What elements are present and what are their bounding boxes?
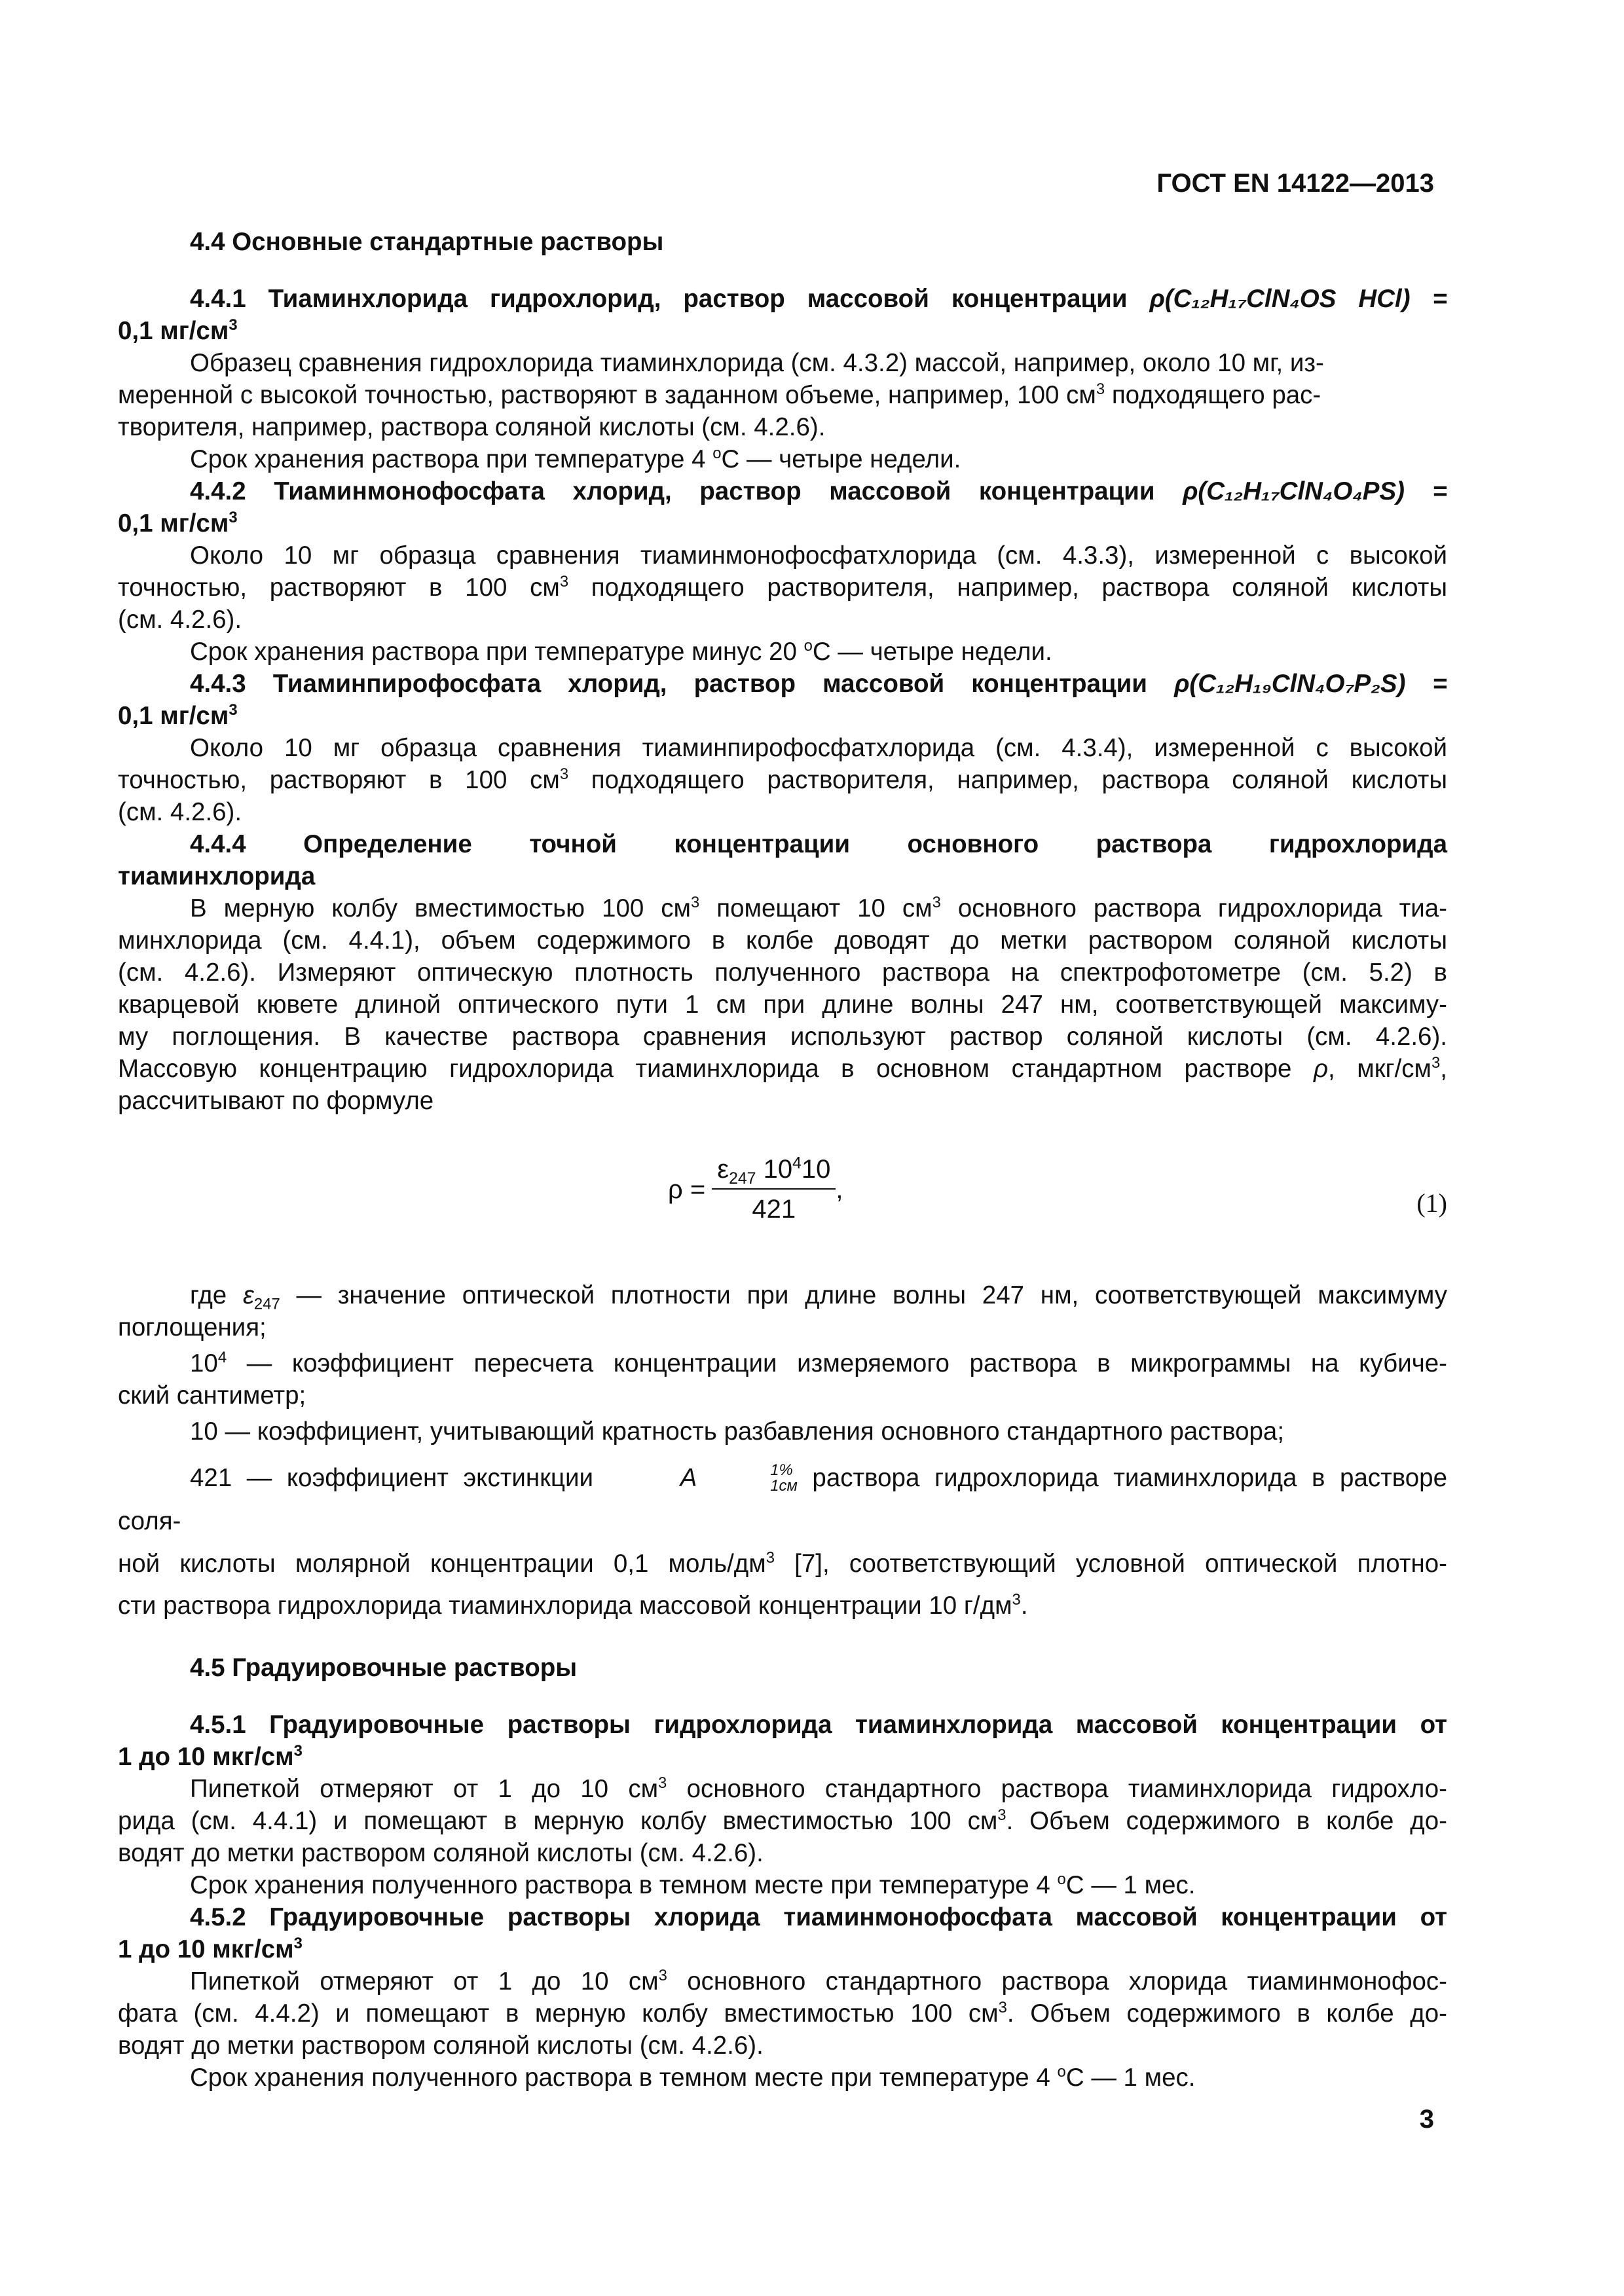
text: Срок хранения раствора при температуре минус 20 (190, 638, 804, 666)
section-4-4-2-heading-line2 (118, 507, 1447, 539)
text: основного стандартного раствора хлорида тиаминмонофос- (667, 1967, 1447, 1995)
heading-text: 0,1 мг/см (118, 317, 229, 345)
chemical-formula: ρ(C₁₂H₁₉ClN₄O₇P₂S) = (1174, 670, 1447, 698)
text: C — 1 мес. (1065, 2064, 1196, 2092)
text: . Объем содержимого в колбе до- (1006, 1999, 1447, 2028)
section-4-4-4-heading-line2: тиаминхлорида (118, 862, 316, 890)
text: Срок хранения полученного раствора в темном месте при температуре 4 (190, 2064, 1058, 2092)
degree-sign: o (1057, 2063, 1066, 2081)
text: , мкг/см (1328, 1055, 1432, 1083)
formula-comma: , (836, 1175, 843, 1204)
paragraph-line: водят до метки раствором соляной кислоты (см. 4.2.6). (118, 1839, 764, 1867)
section-4-5-1-heading-line1: 4.5.1 Градуировочные растворы гидрохлорида тиаминхлорида массовой концентрации от (190, 1711, 1447, 1739)
section-4-4-1-heading-line1 (118, 283, 1447, 315)
text: Образец сравнения гидрохлорида тиаминхлорида (см. 4.3.2) массой, например, около 10 мг, из- (190, 349, 1324, 377)
paragraph (118, 1773, 1447, 1805)
text: — коэффициент пересчета концентрации измеряемого раствора в микрограммы на кубиче- (227, 1349, 1447, 1377)
superscript: 3 (932, 894, 941, 912)
section-4-4-2-heading-line1 (118, 475, 1447, 507)
subscript: 247 (729, 1170, 756, 1188)
superscript: 4 (217, 1349, 227, 1367)
paragraph-line (118, 796, 1447, 828)
concentration-formula (668, 1155, 843, 1224)
text: 10 (190, 1349, 218, 1377)
superscript: 3 (1012, 1591, 1021, 1609)
epsilon-symbol: ε (717, 1155, 729, 1184)
text: . (1020, 1592, 1028, 1620)
subscript: 1см (770, 1477, 798, 1495)
explanation-line (118, 1457, 1447, 1543)
superscript: 3 (229, 509, 238, 527)
superscript: 3 (293, 1935, 303, 1953)
heading-text: 1 до 10 мкг/см (118, 1935, 294, 1963)
section-4-5-1-heading-line2 (118, 1741, 1447, 1773)
subscript: 247 (253, 1295, 280, 1313)
paragraph-line (118, 572, 1447, 604)
text: Пипеткой отмеряют от 1 до 10 см (190, 1967, 659, 1995)
text: ной кислоты молярной концентрации 0,1 моль/дм (118, 1550, 766, 1578)
formula-number: (1) (1416, 1188, 1447, 1218)
heading-text: 0,1 мг/см (118, 702, 229, 730)
text: C — 1 мес. (1065, 1871, 1196, 1899)
degree-sign: o (803, 637, 813, 655)
text: помещают 10 см (699, 894, 932, 922)
paragraph-line (118, 1997, 1447, 2030)
paragraph-line: кварцевой кювете длиной оптического пути 1 см при длине волны 247 нм, соответствующей максиму- (118, 991, 1447, 1019)
text: Срок хранения раствора при температуре 4 (190, 445, 713, 473)
superscript: 3 (766, 1549, 775, 1567)
superscript: 3 (1431, 1054, 1441, 1072)
section-4-4-3-heading-line1 (118, 668, 1447, 700)
superscript: 3 (559, 765, 569, 784)
formula-fraction (712, 1155, 836, 1224)
paragraph-line: рассчитывают по формуле (118, 1087, 434, 1115)
superscript: 4 (792, 1154, 802, 1173)
text: раствора гидрохлорида тиаминхлорида в растворе соля- (118, 1464, 1447, 1535)
paragraph (118, 2062, 1447, 2094)
paragraph (118, 1869, 1447, 1901)
text: C — четыре недели. (721, 445, 961, 473)
epsilon-symbol: ε (242, 1281, 254, 1309)
superscript: 3 (1096, 380, 1105, 399)
text: Около 10 мг образца сравнения тиаминмонофосфатхлорида (см. 4.3.3), измеренной с высокой (190, 541, 1447, 570)
explanation-line (118, 1543, 1447, 1585)
superscript: 3 (658, 1774, 667, 1793)
paragraph (118, 443, 1447, 475)
chemical-formula: ρ(C₁₂H₁₇ClN₄OS HCl) = (1149, 285, 1447, 313)
superscript: 3 (559, 573, 569, 591)
text: сти раствора гидрохлорида тиаминхлорида массовой концентрации 10 г/дм (118, 1592, 1012, 1620)
text: 10 (763, 1155, 793, 1184)
formula-block (118, 1142, 1447, 1260)
heading-text: 4.4.1 Тиаминхлорида гидрохлорид, раствор массовой концентрации (190, 285, 1150, 313)
paragraph-line (118, 1053, 1447, 1085)
explanation-line: поглощения; (118, 1313, 267, 1341)
superscript: 3 (229, 701, 238, 720)
paragraph (118, 892, 1447, 924)
paragraph-line: му поглощения. В качестве раствора сравнения используют раствор соляной кислоты (см. 4.2.6). (118, 1023, 1447, 1051)
section-4-5-2-heading-line2 (118, 1933, 1447, 1965)
superscript: 1% (770, 1461, 793, 1480)
superscript: 3 (229, 316, 238, 335)
extinction-coefficient (608, 1457, 798, 1500)
text: (см. 4.2.6). (118, 798, 242, 826)
paragraph-line (118, 604, 1447, 636)
section-4-4-1-heading-line2 (118, 315, 1447, 347)
text: (см. 4.2.6). (118, 606, 242, 634)
heading-text: 1 до 10 мкг/см (118, 1743, 294, 1771)
document-body (118, 226, 1447, 2094)
text: творителя, например, раствора соляной кислоты (см. 4.2.6). (118, 413, 826, 441)
standard-header: ГОСТ EN 14122—2013 (1156, 169, 1434, 198)
text: 10 (801, 1155, 831, 1184)
text: меренной с высокой точностью, растворяют в заданном объеме, например, 100 см (118, 381, 1096, 409)
heading-text: 4.4.3 Тиаминпирофосфата хлорид, раствор массовой концентрации (190, 670, 1175, 698)
superscript: 3 (997, 1806, 1006, 1825)
text: основного стандартного раствора тиаминхлорида гидрохло- (667, 1775, 1447, 1803)
section-4-5-2-heading-line1: 4.5.2 Градуировочные растворы хлорида тиаминмонофосфата массовой концентрации от (190, 1903, 1447, 1931)
paragraph (118, 732, 1447, 764)
text: C — четыре недели. (812, 638, 1052, 666)
text: Срок хранения полученного раствора в темном месте при температуре 4 (190, 1871, 1058, 1899)
paragraph-line: минхлорида (см. 4.4.1), объем содержимого в колбе доводят до метки раствором соляной кислоты (118, 926, 1447, 955)
chemical-formula: ρ(C₁₂H₁₇ClN₄O₄PS) = (1183, 477, 1447, 505)
rho-symbol: ρ (1313, 1055, 1329, 1083)
page-number: 3 (1419, 2105, 1434, 2134)
formula-lhs: ρ = (668, 1175, 706, 1204)
heading-text: 0,1 мг/см (118, 509, 229, 538)
text: точностью, растворяют в 100 см (118, 766, 560, 794)
explanation-line (118, 1585, 1447, 1627)
paragraph (118, 347, 1447, 379)
text: точностью, растворяют в 100 см (118, 574, 560, 602)
superscript: 3 (690, 894, 700, 912)
text: 421 — коэффициент экстинкции (190, 1464, 608, 1492)
text: Массовую концентрацию гидрохлорида тиаминхлорида в основном стандартном растворе (118, 1055, 1314, 1083)
section-4-4-4-heading-line1: 4.4.4 Определение точной концентрации основного раствора гидрохлорида (190, 830, 1447, 858)
superscript: 3 (658, 1967, 667, 1985)
text: подходящего растворителя, например, раствора соляной кислоты (568, 766, 1447, 794)
degree-sign: o (1057, 1870, 1066, 1889)
paragraph-line (118, 379, 1447, 411)
formula-denominator: 421 (752, 1195, 796, 1224)
explanation-line (118, 1347, 1447, 1379)
paragraph (118, 1965, 1447, 1997)
text: . Объем содержимого в колбе до- (1006, 1807, 1447, 1835)
text: основного раствора гидрохлорида тиа- (940, 894, 1447, 922)
text: , (1440, 1055, 1447, 1083)
text: Пипеткой отмеряют от 1 до 10 см (190, 1775, 659, 1803)
explanation-line (118, 1279, 1447, 1311)
formula-numerator (712, 1155, 836, 1190)
text: [7], соответствующий условной оптической плотно- (775, 1550, 1448, 1578)
paragraph-line: водят до метки раствором соляной кислоты (см. 4.2.6). (118, 2032, 764, 2060)
explanation-line: 10 — коэффициент, учитывающий кратность разбавления основного стандартного раствора; (190, 1417, 1285, 1446)
text: рида (см. 4.4.1) и помещают в мерную колбу вместимостью 100 см (118, 1807, 998, 1835)
paragraph-line (118, 411, 1447, 443)
heading-text: 4.4.2 Тиаминмонофосфата хлорид, раствор массовой концентрации (190, 477, 1183, 505)
paragraph-line (118, 1805, 1447, 1837)
section-4-4-3-heading-line2 (118, 700, 1447, 732)
text: где (190, 1281, 243, 1309)
text: Около 10 мг образца сравнения тиаминпирофосфатхлорида (см. 4.3.4), измеренной с высокой (190, 734, 1447, 762)
section-4-5-heading: 4.5 Градуировочные растворы (190, 1654, 578, 1682)
extinction-indices (698, 1463, 798, 1494)
degree-sign: o (712, 445, 722, 463)
explanation-line: ский сантиметр; (118, 1381, 306, 1410)
text: фата (см. 4.4.2) и помещают в мерную колбу вместимостью 100 см (118, 1999, 999, 2028)
text: подходящего рас- (1105, 381, 1321, 409)
paragraph-line (118, 764, 1447, 796)
paragraph-line: (см. 4.2.6). Измеряют оптическую плотность полученного раствора на спектрофотометре (см. 5.2) в (118, 958, 1447, 987)
section-4-4-heading: 4.4 Основные стандартные растворы (190, 228, 664, 256)
text: В мерную колбу вместимостью 100 см (190, 894, 691, 922)
superscript: 3 (293, 1742, 303, 1760)
paragraph (118, 636, 1447, 668)
superscript: 3 (998, 1999, 1007, 2017)
text: подходящего растворителя, например, раствора соляной кислоты (568, 574, 1447, 602)
paragraph (118, 539, 1447, 572)
text: — значение оптической плотности при длине волны 247 нм, соответствующей максимуму (280, 1281, 1448, 1309)
symbol-a: A (680, 1464, 697, 1492)
